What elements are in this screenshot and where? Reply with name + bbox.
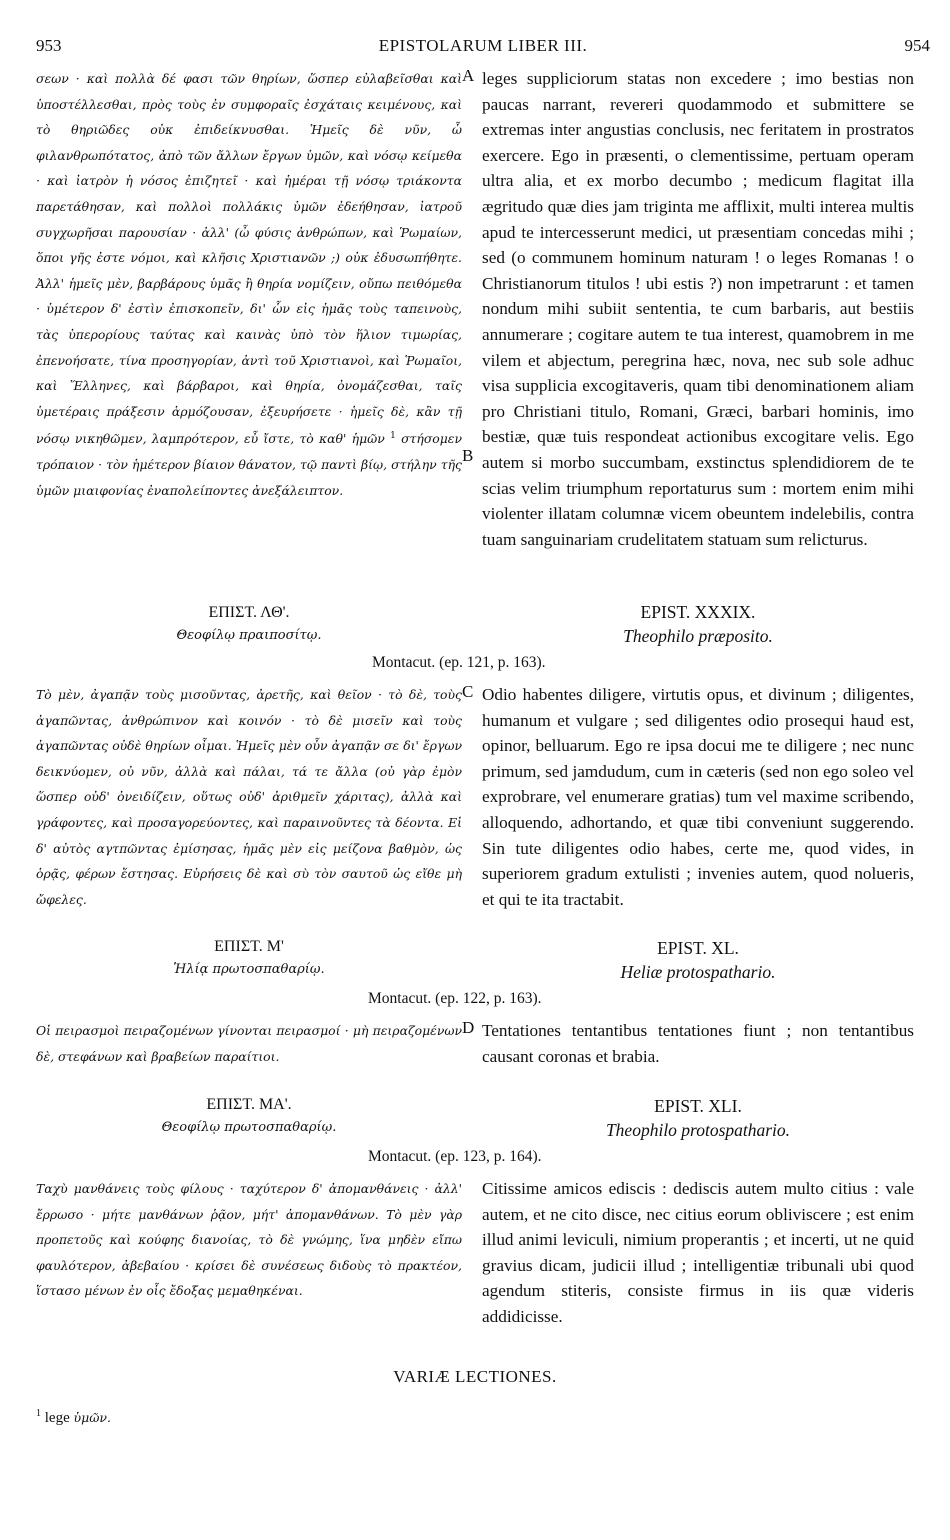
page-number-right: 954 xyxy=(904,36,930,55)
latin-epistle-addressee: Theophilo protospathario. xyxy=(605,1120,791,1140)
greek-text: Οἱ πειρασμοὶ πειραζομένων γίνονται πειρασμοί · μὴ πειραζομένων δὲ, στεφάνων καὶ βραβείων παραίτιοι. xyxy=(36,1023,462,1064)
footnote-number: 1 xyxy=(36,1408,41,1419)
latin-epistle-heading: EPIST. XLI. xyxy=(654,1096,742,1116)
greek-text: Τὸ μὲν, ἀγαπᾷν τοὺς μισοῦντας, ἀρετῆς, καὶ θεῖον · τὸ δὲ, τοὺς ἀγαπῶντας, ἀνθρώπινον καὶ κοινόν · τὸ δὲ μισεῖν καὶ τοὺς ἀγαπῶντας οὐδὲ θηρίων οἶμαι. Ἡμεῖς μὲν οὖν ἀγαπᾷν σε δι' ἔργων δεικνύομεν, οὐ νῦν, ἀλλὰ καὶ πάλαι, τά τε ἄλλα (οὐ γὰρ ἐμὸν ὥσπερ οὐδ' ὀνειδίζειν, οὕτως οὐδ' ἀριθμεῖν χάριτας), ἀλλὰ καὶ γράφοντες, καὶ προσαγορεύοντες, καὶ παραινοῦντες τὰ δέοντα. Εἰ δ' αὐτὸς αγτπῶντας ἐμίσησας, ἡμᾶς μὲν εἰς μείζονα βαθμὸν, ὡς ὁρᾷς, φέρων ἔστησας. Εὑρήσεις δὲ καὶ σὺ τὸν σαυτοῦ ὡς εἴθε μὴ ὤφελες. xyxy=(36,687,462,907)
footnote-latin: lege xyxy=(44,1410,70,1426)
greek-epistle-heading: ΕΠΙΣΤ. ΛΘ'. xyxy=(208,604,290,621)
greek-epistle-addressee: Ἡλίᾳ πρωτοσπαθαρίῳ. xyxy=(173,962,325,977)
greek-text: σεων · καὶ πολλὰ δέ φασι τῶν θηρίων, ὥσπερ εὐλαβεῖσθαι καὶ ὑποστέλλεσθαι, πρὸς τοὺς ἐν συμφοραῖς ἐσχάταις κειμένους, καὶ τὸ θηριῶδες οὐκ ἐπιδείκνυσθαι. Ἡμεῖς δὲ νῦν, ὦ φιλανθρωπότατος, ἀπὸ τῶν ἄλλων ἔργων ὑμῶν, καὶ νόσῳ κείμεθα · καὶ ἰατρὸν ἡ νόσος ἐπιζητεῖ · καὶ ἡμέραι τῇ νόσῳ τριάκοντα παρετάθησαν, καὶ πολλοὶ πολλάκις ὑμῶν ἐδεήθησαν, ἰατροῦ συγχωρῆσαι παρουσίαν · ἀλλ' (ὦ φύσις ἀνθρώπων, καὶ Ῥωμαίων, ὅποι γῆς ἐστε νόμοι, καὶ κλῆσις Χριστιανῶν ;) οὐκ ἐδυσωπήθητε. Ἀλλ' ἡμεῖς μὲν, βαρβάρους ὑμᾶς ἢ θηρία νομίζειν, οὔπω πειθόμεθα · ὑμέτερον δ' ἐστὶν ἐπισκοπεῖν, δι' ὧν εἰς ἡμᾶς τοὺς ταπεινοὺς, τὰς ὑπερορίους ταύτας καὶ καινὰς ὑπὸ τὸν ἥλιον τιμωρίας, ἐπενοήσατε, τίνα προσηγορίαν, ἀντὶ τοῦ Χριστιανοὶ, καὶ Ῥωμαῖοι, καὶ Ἕλληνες, καὶ βάρβαροι, καὶ θηρία, ὀνομάζεσθαι, ταῖς ὑμετέραις πράξεσιν ἁρμόζουσαν, ἐξευρήσετε · ἡμεῖς δὲ, κἂν τῇ νόσῳ νικηθῶμεν, λαμπρότερον, εὖ ἴστε, τὸ καθ' ἡμῶν xyxy=(36,71,462,447)
greek-epistle-addressee: Θεοφίλῳ πρωτοσπαθαρίῳ. xyxy=(161,1120,337,1135)
latin-text: Tentationes tentantibus tentationes fiunt ; non tentantibus causant coronas et brabia. xyxy=(482,1021,914,1066)
margin-letter-d: D xyxy=(462,1018,475,1037)
greek-column-epistle-40 xyxy=(36,1018,462,1069)
latin-text: Citissime amicos ediscis : dediscis autem multo citius : vale autem, et ne cito disce, nec citius eorum obliviscere ; est enim illud animi leviculi, nimium properantis ; et incerti, ut ne quid gravius dicam, judicii illud ; intelligentiæ tribunali ubi quod agendum stiteris, consiste firmus in iis quæ videris addidicisse. xyxy=(482,1179,914,1326)
greek-text-end: στήσομεν τρόπαιον · τὸν ἡμέτερον βίαιον θάνατον, τῷ παντὶ βίῳ, στήλην τῆς ὑμῶν μιαιφονίας ἐναπολείποντες ἀνεξάλειπτον. xyxy=(36,431,462,498)
running-title: EPISTOLARUM LIBER III. xyxy=(378,36,588,55)
latin-column-section-1 xyxy=(482,66,914,552)
footnote-greek: ὑμῶν. xyxy=(73,1410,111,1425)
greek-column-section-1 xyxy=(36,66,462,503)
latin-text: Odio habentes diligere, virtutis opus, et divinum ; diligentes, humanum et vulgare ; sed diligentes odio prosequi haud est, opinor, belluarum. Ego re ipsa docui me te diligere ; nec nunc primum, sed jamdudum, cum in cæteris (sed non ego soleo vel exprobrare, vel enumerare gratias) tum vel maxime scribendo, alloquendo, adhortando, et quæ tibi conveniunt suggerendo. Sin tute diligentes odio habes, certe me, quod vides, in superiorem gradum extulisti ; invenies autem, quod nolueris, et qui te ita tractabit. xyxy=(482,685,914,909)
latin-text: leges suppliciorum statas non excedere ; imo bestias non paucas narrant, revereri quodammodo et submittere se extremas inter angustias conclusis, nec feritatem in prostratos exercere. Ego in præsenti, o clementissime, pertuam operam ultra alia, et ex morbo decumbo ; medicum flagitat illa ægritudo quæ dies jam triginta me afflixit, multi interea multis apud te intercesserunt medici, ut præsentiam concedas mihi ; sed (o communem hominum naturam ! o leges Romanas ! o Christianorum titulos ! ubi estis ?) non impetrarunt : et tamen nondum mihi subiit sententia, te cum barbaris, aut bestiis annumerare ; cogitare autem te tua interest, quamobrem in me vilem et abjectum, peregrina hæc, nova, nec sub sole adhuc visa supplicia excogitaveris, quam tibi denominationem aliam pro Christiani titulo, Romani, Græci, barbari hominis, imo bestiæ, quæ tuis respondeat actionibus excogitare velis. Ego autem si morbo succumbam, exstinctus splendidiorem de te scias velim triumphum reportaturus sum : mortem enim mihi violenter illatam columnæ vicem obeuntem indelebilis, contra tuam sanguinariam crudelitatem statuam sum relicturus. xyxy=(482,69,914,549)
page-number-left: 953 xyxy=(36,36,62,55)
margin-letter-b: B xyxy=(462,446,474,465)
greek-column-epistle-41 xyxy=(36,1176,462,1304)
margin-letter-a: A xyxy=(462,66,475,85)
latin-epistle-heading: EPIST. XL. xyxy=(657,938,739,958)
source-reference: Montacut. (ep. 122, p. 163). xyxy=(368,990,542,1007)
latin-epistle-addressee: Heliæ protospathario. xyxy=(620,962,776,982)
greek-column-epistle-39 xyxy=(36,682,462,912)
footnote xyxy=(36,1408,111,1427)
greek-epistle-heading: ΕΠΙΣΤ. ΜΑ'. xyxy=(206,1096,292,1113)
latin-column-epistle-41 xyxy=(482,1176,914,1330)
greek-text: Ταχὺ μανθάνεις τοὺς φίλους · ταχύτερον δ' ἀπομανθάνεις · ἀλλ' ἔρρωσο · μήτε μανθάνων ῥᾷον, μήτ' ἀπομανθάνων. Τὸ μὲν γὰρ προπετοῦς καὶ κούφης διανοίας, τὸ δὲ γνώμης, ἵνα μηδὲν εἴπω φαυλότερον, ἀβεβαίου · κρίσει δὲ συνέσεως διδοὺς τὸ πρακτέον, ἵστασο μένων ἐν οἷς ἔδοξας μεμαθηκέναι. xyxy=(36,1181,462,1299)
variae-lectiones-heading: VARIÆ LECTIONES. xyxy=(393,1367,557,1386)
greek-epistle-heading: ΕΠΙΣΤ. Μ' xyxy=(214,938,284,955)
source-reference: Montacut. (ep. 121, p. 163). xyxy=(372,654,546,671)
margin-letter-c: C xyxy=(462,682,474,701)
latin-epistle-heading: EPIST. XXXIX. xyxy=(640,602,756,622)
latin-epistle-addressee: Theophilo præposito. xyxy=(623,626,773,646)
page-header xyxy=(36,36,930,60)
footnote-marker: 1 xyxy=(390,431,396,442)
greek-epistle-addressee: Θεοφίλῳ πραιποσίτῳ. xyxy=(176,628,322,643)
latin-column-epistle-39 xyxy=(482,682,914,912)
latin-column-epistle-40 xyxy=(482,1018,914,1069)
source-reference: Montacut. (ep. 123, p. 164). xyxy=(368,1148,542,1165)
